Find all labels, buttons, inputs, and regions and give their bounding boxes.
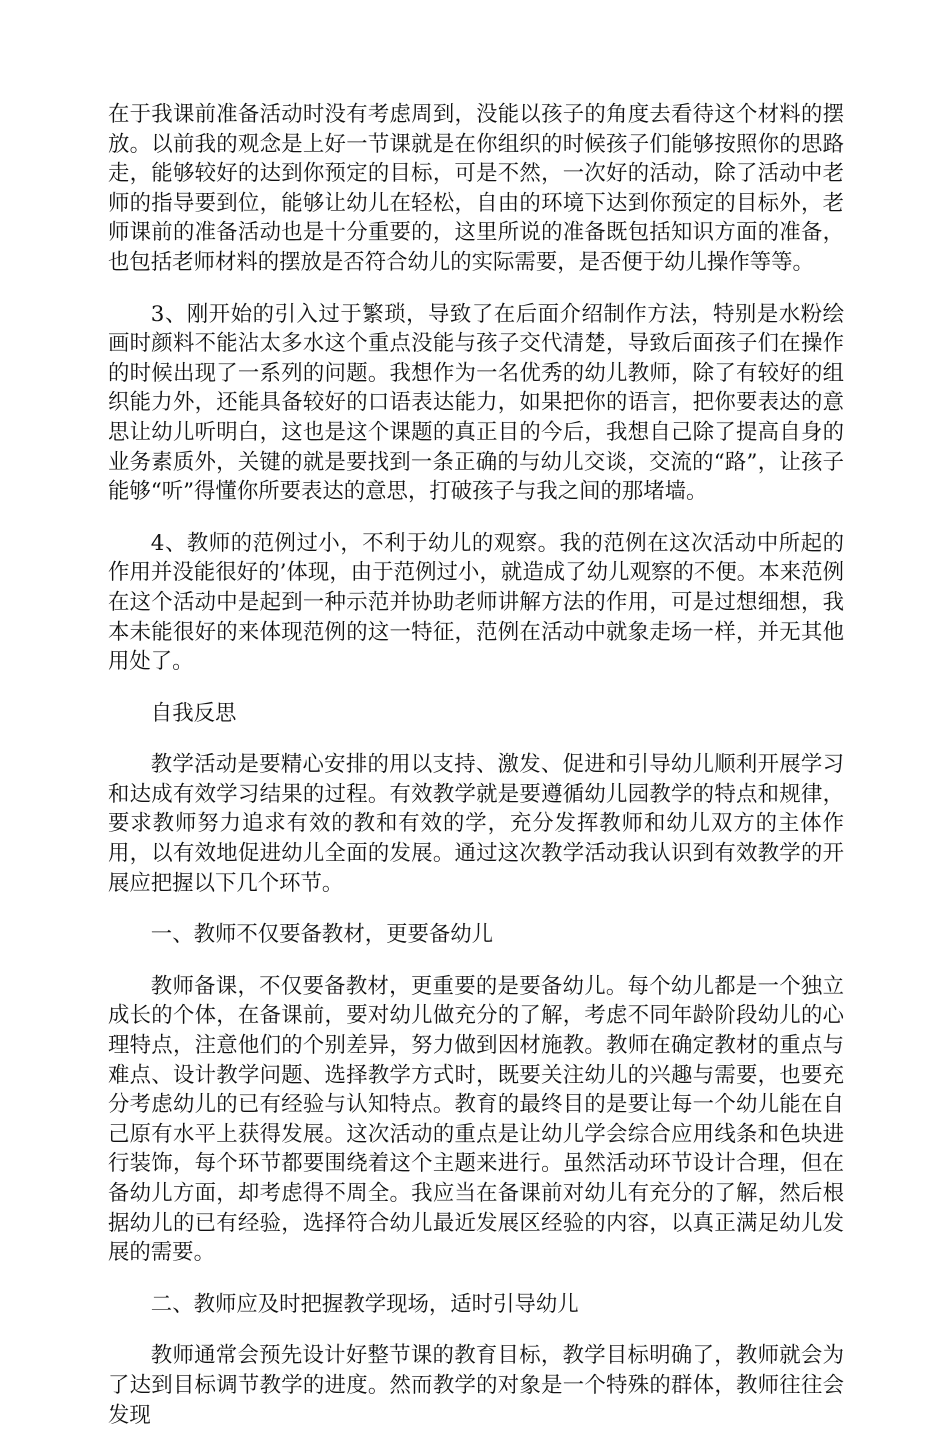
section-heading-one: 一、教师不仅要备教材，更要备幼儿	[150, 922, 494, 948]
paragraph-section-one: 教师备课，不仅要备教材，更重要的是要备幼儿。每个幼儿都是一个独立成长的个体，在备课前，要对幼儿做充分的了解，考虑不同年龄阶段幼儿的心理特点，注意他们的个别差异，努力做到因材施教。教师在确定教材的重点与难点、设计教学问题、选择教学方式时，既要关注幼儿的兴趣与需要，也要充分考虑幼儿的已有经验与认知特点。教育的最终目的是要让每一个幼儿能在自己原有水平上获得发展。这次活动的重点是让幼儿学会综合应用线条和色块进行装饰，每个环节都要围绕着这个主题来进行。虽然活动环节设计合理，但在备幼儿方面，却考虑得不周全。我应当在备课前对幼儿有充分的了解，然后根据幼儿的已有经验，选择符合幼儿最近发展区经验的内容，以真正满足幼儿发展的需要。	[108, 973, 844, 1266]
section-heading-self-reflection: 自我反思	[150, 700, 237, 726]
paragraph-section-two: 教师通常会预先设计好整节课的教育目标，教学目标明确了，教师就会为了达到目标调节教学的进度。然而教学的对象是一个特殊的群体，教师往往会发现	[108, 1343, 844, 1428]
paragraph-point-3: 3、刚开始的引入过于繁琐，导致了在后面介绍制作方法，特别是水粉绘画时颜料不能沾太多水这个重点没能与孩子交代清楚，导致后面孩子们在操作的时候出现了一系列的问题。我想作为一名优秀的幼儿教师，除了有较好的组织能力外，还能具备较好的口语表达能力，如果把你的语言，把你要表达的意思让幼儿听明白，这也是这个课题的真正目的今后，我想自己除了提高自身的业务素质外，关键的就是要找到一条正确的与幼儿交谈，交流的“路”，让孩子能够“听”得懂你所要表达的意思，打破孩子与我之间的那堵墙。	[108, 301, 844, 505]
paragraph-point-4: 4、教师的范例过小，不利于幼儿的观察。我的范例在这次活动中所起的作用并没能很好的’体现，由于范例过小，就造成了幼儿观察的不便。本来范例在这个活动中是起到一种示范并协助老师讲解方法的作用，可是过想细想，我本未能很好的来体现范例的这一特征，范例在活动中就象走场一样，并无其他用处了。	[108, 530, 844, 675]
section-heading-two: 二、教师应及时把握教学现场，适时引导幼儿	[150, 1291, 579, 1317]
document-page	[108, 100, 844, 1430]
paragraph-intro: 教学活动是要精心安排的用以支持、激发、促进和引导幼儿顺利开展学习和达成有效学习结果的过程。有效教学就是要遵循幼儿园教学的特点和规律，要求教师努力追求有效的教和有效的学，充分发挥教师和幼儿双方的主体作用，以有效地促进幼儿全面的发展。通过这次教学活动我认识到有效教学的开展应把握以下几个环节。	[108, 752, 844, 896]
paragraph-continuation: 在于我课前准备活动时没有考虑周到，没能以孩子的角度去看待这个材料的摆放。以前我的观念是上好一节课就是在你组织的时候孩子们能够按照你的思路走，能够较好的达到你预定的目标，可是不然，一次好的活动，除了活动中老师的指导要到位，能够让幼儿在轻松，自由的环境下达到你预定的目标外，老师课前的准备活动也是十分重要的，这里所说的准备既包括知识方面的准备，也包括老师材料的摆放是否符合幼儿的实际需要，是否便于幼儿操作等等。	[108, 102, 844, 275]
